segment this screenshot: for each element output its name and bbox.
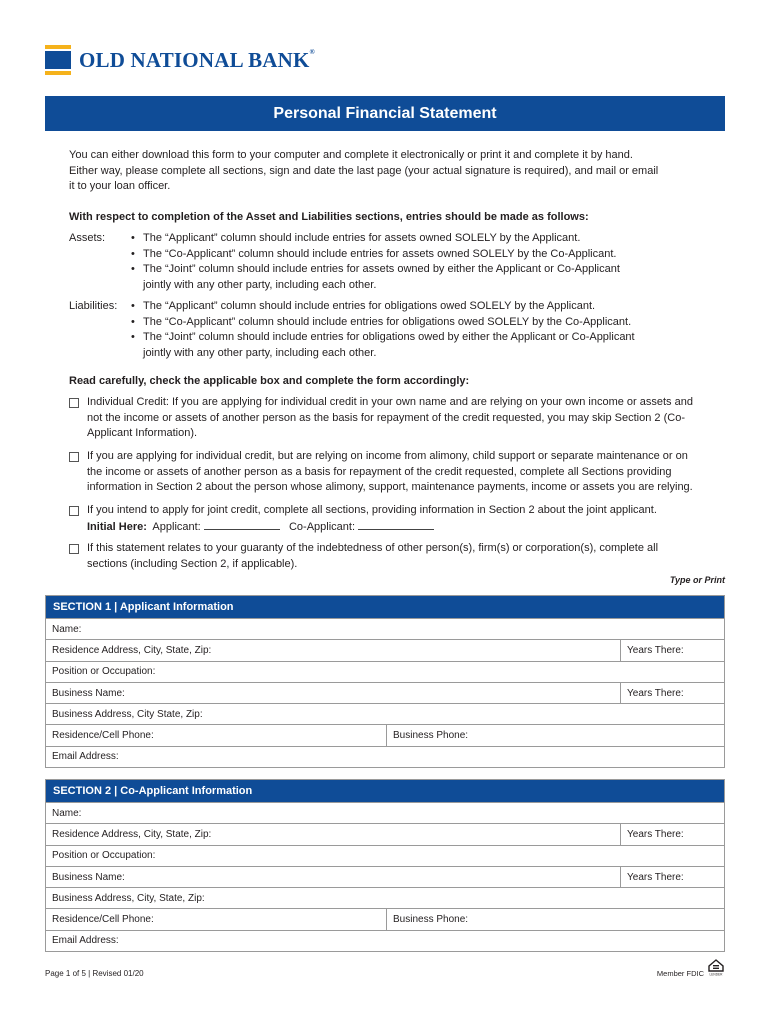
option-joint-credit[interactable]: If you intend to apply for joint credit, complete all sections, providing information in Section 2 about the joint applicant. Initial Here: Applicant: Co-Applicant: [69, 503, 699, 535]
name-field[interactable]: Name: [52, 807, 82, 819]
equal-housing-lender-icon [707, 958, 725, 976]
name-field[interactable]: Name: [52, 623, 82, 635]
checkbox[interactable] [69, 544, 79, 554]
years-there-field[interactable]: Years There: [620, 683, 724, 703]
option-guaranty[interactable]: If this statement relates to your guaranty of the indebtedness of other person(s), firm(s) or corporation(s), complete all sections (including Section 2, if applicable). [69, 541, 699, 572]
business-name-field[interactable]: Business Name: [52, 871, 125, 883]
list-item: • The “Applicant” column should include entries for assets owned SOLELY by the Applicant. [131, 231, 729, 247]
liabilities-block [69, 299, 729, 361]
position-field[interactable]: Position or Occupation: [52, 850, 156, 862]
assets-block [69, 231, 729, 293]
cell-phone-field[interactable]: Residence/Cell Phone: [52, 730, 154, 742]
business-phone-field[interactable]: Business Phone: [386, 909, 724, 929]
list-item: • The “Co-Applicant” column should include entries for assets owned SOLELY by the Co-Applicant. [131, 247, 729, 263]
checkbox[interactable] [69, 398, 79, 408]
page-footer: Page 1 of 5 | Revised 01/20 [45, 969, 144, 978]
cell-phone-field[interactable]: Residence/Cell Phone: [52, 914, 154, 926]
liabilities-label: Liabilities: [69, 300, 118, 312]
position-field[interactable]: Position or Occupation: [52, 666, 156, 678]
assets-heading: With respect to completion of the Asset and Liabilities sections, entries should be made as follows: [69, 211, 589, 223]
years-there-field[interactable]: Years There: [620, 867, 724, 887]
list-item: • The “Applicant” column should include entries for obligations owed SOLELY by the Applicant. [131, 299, 729, 315]
section-applicant [45, 595, 725, 768]
years-there-field[interactable]: Years There: [620, 640, 724, 660]
bank-logo [45, 45, 315, 75]
option-individual-credit[interactable]: Individual Credit: If you are applying for individual credit in your own name and are relying on your own income or assets and not the income or assets of another person as the basis for repayment of the credit requested, you may skip Section 2 (Co-Applicant Information). [69, 395, 699, 442]
residence-field[interactable]: Residence Address, City, State, Zip: [52, 828, 212, 840]
option-other-income[interactable]: If you are applying for individual credit, but are relying on income from alimony, child support or separate maintenance or on the income or assets of another person as a basis for repayment of the credit requested, complete all Sections providing information in Section 2 about the person whose alimony, support, maintenance payments, income or assets you are relying. [69, 449, 699, 496]
read-heading: Read carefully, check the applicable box and complete the form accordingly: [69, 375, 470, 387]
residence-field[interactable]: Residence Address, City, State, Zip: [52, 644, 212, 656]
list-item: • The “Co-Applicant” column should include entries for obligations owed SOLELY by the Co-Applicant. [131, 315, 729, 331]
business-phone-field[interactable]: Business Phone: [386, 725, 724, 745]
list-item: • The “Joint” column should include entries for assets owned by either the Applicant or Co-Applicant jointly with any other party, including each other. [131, 262, 633, 293]
email-field[interactable]: Email Address: [52, 751, 119, 763]
initial-here: Initial Here: Applicant: Co-Applicant: [87, 519, 699, 536]
years-there-field[interactable]: Years There: [620, 824, 724, 844]
eho-text: LENDER [709, 972, 723, 976]
page-title: Personal Financial Statement [45, 96, 725, 131]
business-address-field[interactable]: Business Address, City, State, Zip: [52, 892, 205, 904]
intro-text: You can either download this form to your computer and complete it electronically or print it and complete it by hand. Either way, please complete all sections, sign and date the last page (your actual signature is required), and mail or email it to your loan officer. [69, 149, 659, 193]
checkbox[interactable] [69, 506, 79, 516]
assets-label: Assets: [69, 232, 106, 244]
section-title: SECTION 2 | Co-Applicant Information [46, 780, 724, 802]
business-address-field[interactable]: Business Address, City State, Zip: [52, 708, 203, 720]
list-item: • The “Joint” column should include entries for obligations owed by either the Applicant or Co-Applicant jointly with any other party, including each other. [131, 330, 653, 361]
section-co-applicant [45, 779, 725, 952]
logo-mark-icon [45, 45, 71, 75]
logo-text: OLD NATIONAL BANK® [79, 47, 315, 72]
email-field[interactable]: Email Address: [52, 935, 119, 947]
checkbox[interactable] [69, 452, 79, 462]
section-title: SECTION 1 | Applicant Information [46, 596, 724, 618]
member-fdic: Member FDIC [656, 969, 704, 978]
applicant-initial-field[interactable] [204, 519, 280, 530]
co-applicant-initial-field[interactable] [358, 519, 434, 530]
type-or-print-note: Type or Print [669, 575, 725, 585]
business-name-field[interactable]: Business Name: [52, 687, 125, 699]
